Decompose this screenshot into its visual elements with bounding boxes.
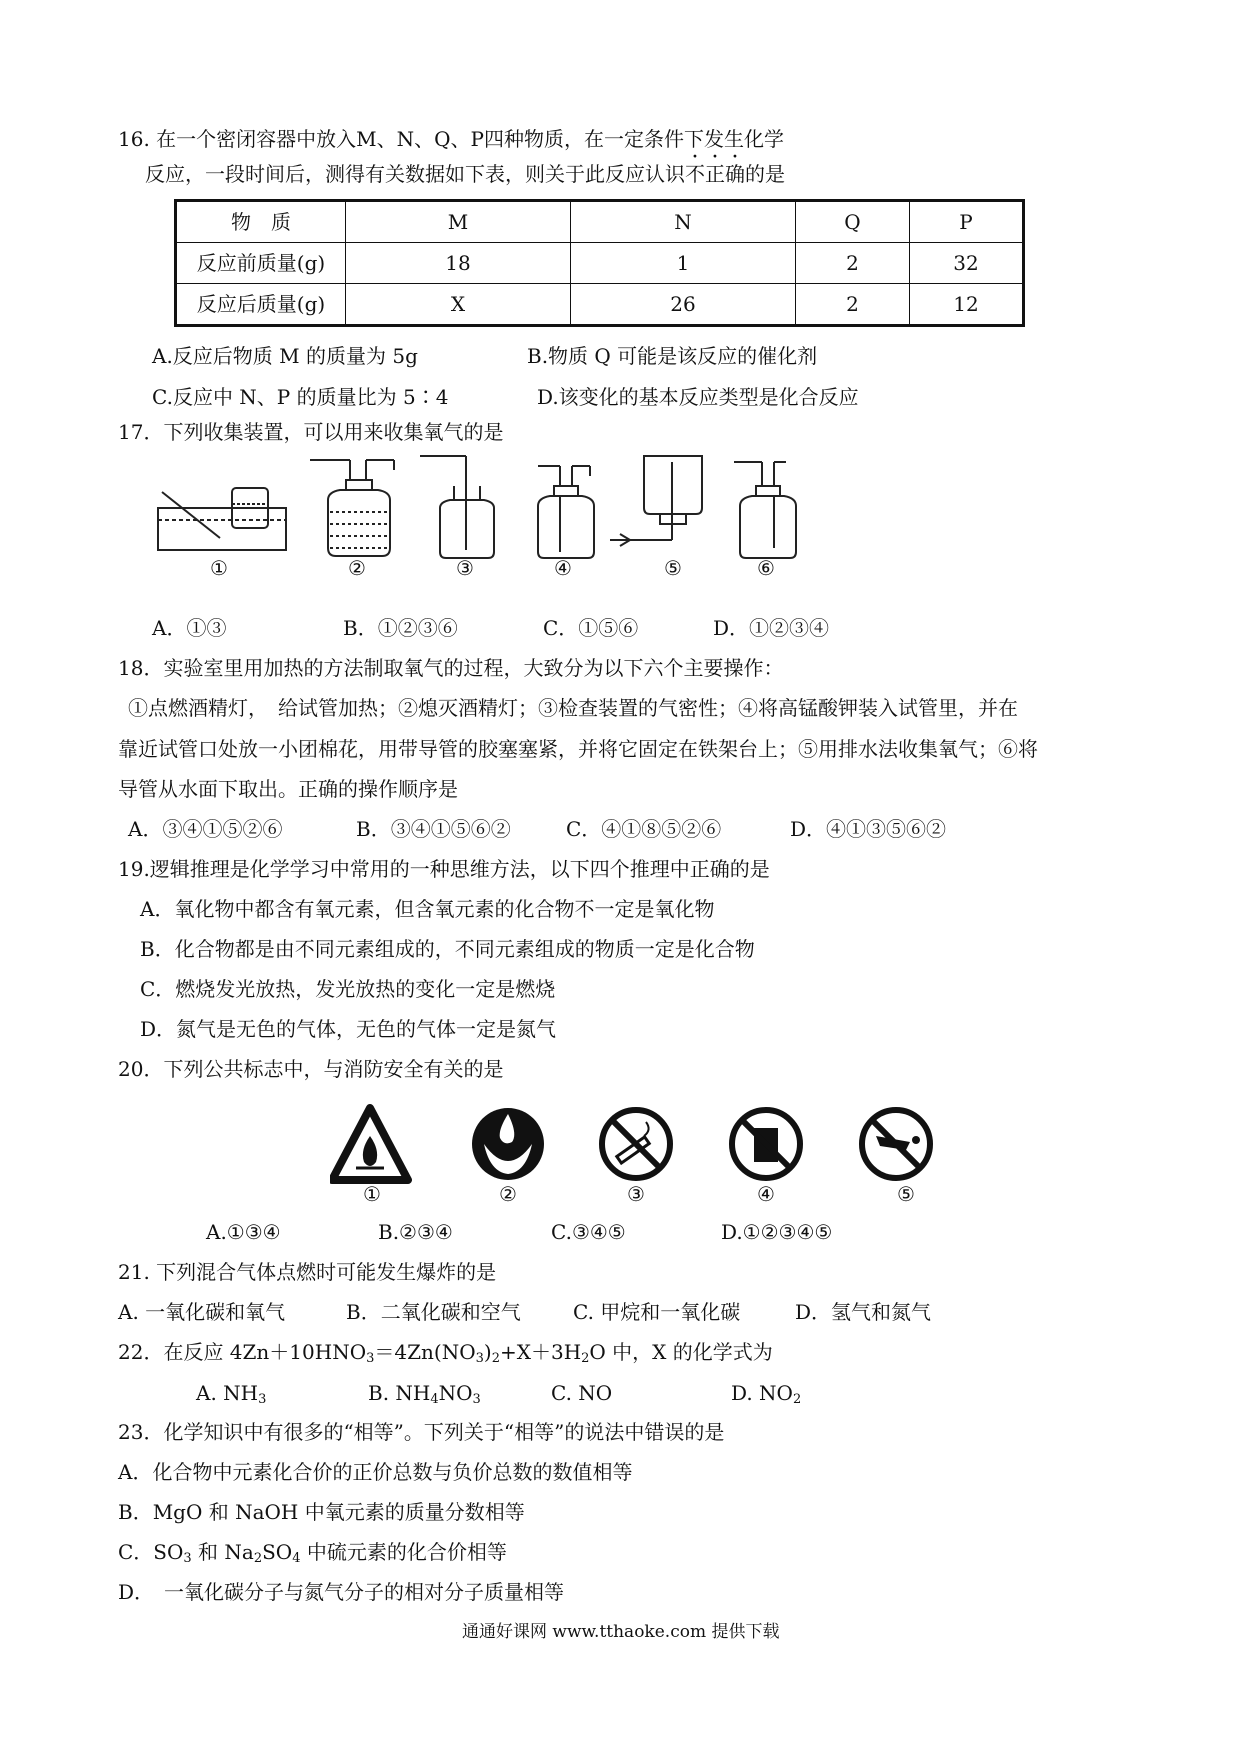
q20-sign-label-5: ⑤	[897, 1182, 915, 1206]
q22-stem-subscript: 3	[475, 1351, 484, 1366]
q21-option-b: B．二氧化碳和空气	[346, 1300, 521, 1324]
q17-figure-label-2: ②	[348, 556, 366, 580]
table-header-row	[176, 201, 1024, 243]
q22-option-b-subscript: 4	[430, 1392, 439, 1407]
table-row	[176, 243, 1024, 284]
q20-signs-figure	[330, 1102, 950, 1192]
q22-option-a-text: A. NH	[196, 1381, 259, 1405]
q17-option-b: B．①②③⑥	[343, 616, 458, 640]
q23-option-c-subscript: 3	[183, 1551, 192, 1566]
table-header-cell: N	[571, 201, 796, 243]
q22-option-d-text: D. NO	[731, 1381, 793, 1405]
q16-option-b: B.物质 Q 可能是该反应的催化剂	[527, 344, 818, 368]
table-cell: 2	[796, 243, 910, 284]
q17-figure-label-4: ④	[554, 556, 572, 580]
q17-option-d: D．①②③④	[713, 616, 830, 640]
q20-sign-label-3: ③	[627, 1182, 645, 1206]
q16-stem-line1: 16. 在一个密闭容器中放入M、N、Q、P四种物质，在一定条件下发生化学	[118, 127, 784, 151]
sign-5-no-fireworks-icon	[862, 1110, 930, 1178]
q21-option-a: A. 一氧化碳和氧气	[118, 1300, 286, 1324]
q16-data-table	[174, 199, 1025, 327]
q19-option-d: D．氮气是无色的气体，无色的气体一定是氮气	[140, 1017, 557, 1041]
q23-option-a: A．化合物中元素化合价的正价总数与负价总数的数值相等	[118, 1460, 633, 1484]
q17-option-c: C．①⑤⑥	[543, 616, 639, 640]
q17-figure-label-3: ③	[456, 556, 474, 580]
q23-option-c-text: C．SO	[118, 1540, 184, 1564]
table-cell: 32	[910, 243, 1024, 284]
q16-emph-char-1: 不	[685, 162, 705, 186]
q17-stem: 17．下列收集装置，可以用来收集氧气的是	[118, 420, 504, 444]
q22-stem-part: +X＋3H	[499, 1340, 582, 1364]
q18-stem: 18．实验室里用加热的方法制取氧气的过程，大致分为以下六个主要操作：	[118, 656, 784, 680]
q22-stem-subscript: 2	[491, 1351, 500, 1366]
q22-option-b	[368, 1381, 481, 1408]
table-cell: 2	[796, 284, 910, 326]
q16-option-c: C.反应中 N、P 的质量比为 5∶4	[152, 385, 449, 409]
q22-option-a-subscript: 3	[258, 1392, 267, 1407]
q21-stem: 21. 下列混合气体点燃时可能发生爆炸的是	[118, 1260, 497, 1284]
table-cell: 18	[346, 243, 571, 284]
q22-stem-subscript: 2	[581, 1351, 590, 1366]
q23-option-c-subscript: 2	[253, 1551, 263, 1566]
table-cell: 26	[571, 284, 796, 326]
q19-option-b: B．化合物都是由不同元素组成的，不同元素组成的物质一定是化合物	[140, 937, 755, 961]
q22-stem-part: O 中，X 的化学式为	[589, 1340, 773, 1364]
sign-3-no-smoking-icon	[602, 1110, 670, 1178]
q23-option-c	[118, 1540, 507, 1567]
apparatus-3-upward-bottle	[420, 456, 494, 558]
q22-option-c: C. NO	[551, 1381, 613, 1405]
q17-figure-label-6: ⑥	[757, 556, 775, 580]
q20-option-d: D.①②③④⑤	[721, 1220, 833, 1244]
q19-option-c: C．燃烧发光放热，发光放热的变化一定是燃烧	[140, 977, 556, 1001]
q23-option-b: B．MgO 和 NaOH 中氧元素的质量分数相等	[118, 1500, 525, 1524]
table-header-cell: 物 质	[176, 201, 346, 243]
q19-option-a: A．氧化物中都含有氧元素，但含氧元素的化合物不一定是氧化物	[140, 897, 715, 921]
q22-stem-part: 22．在反应 4Zn＋10HNO	[118, 1340, 367, 1364]
q22-stem-subscript: 3	[366, 1351, 375, 1366]
table-cell: 12	[910, 284, 1024, 326]
q20-option-a: A.①③④	[206, 1220, 281, 1244]
table-cell: 反应后质量(g)	[176, 284, 346, 326]
q23-option-c-subscript: 4	[292, 1551, 301, 1566]
apparatus-6-gas-bottle	[734, 462, 796, 558]
q17-option-a: A．①③	[152, 616, 227, 640]
q22-option-d-subscript: 2	[792, 1392, 802, 1407]
q18-text-line3: 靠近试管口处放一小团棉花，用带导管的胶塞塞紧，并将它固定在铁架台上；⑤用排水法收集氧气；⑥将	[118, 737, 1038, 761]
table-cell: 1	[571, 243, 796, 284]
q20-stem: 20．下列公共标志中，与消防安全有关的是	[118, 1057, 504, 1081]
q20-option-b: B.②③④	[378, 1220, 453, 1244]
q18-option-d: D．④①③⑤⑥②	[790, 817, 947, 841]
q23-option-c-text: SO	[262, 1540, 293, 1564]
apparatus-5-inverted-bottle	[610, 456, 702, 546]
q18-text-line4: 导管从水面下取出。正确的操作顺序是	[118, 777, 458, 801]
q21-option-d: D．氢气和氮气	[795, 1300, 932, 1324]
q20-sign-label-4: ④	[757, 1182, 775, 1206]
q23-option-c-text: 中硫元素的化合价相等	[300, 1540, 507, 1564]
q17-apparatus-figure	[150, 452, 870, 582]
q22-stem-part: )	[483, 1340, 492, 1364]
q22-option-d	[731, 1381, 801, 1408]
q22-option-b-text: NO	[438, 1381, 473, 1405]
q22-option-b-subscript: 3	[472, 1392, 481, 1407]
q22-option-b-text: B. NH	[368, 1381, 431, 1405]
sign-1-flammable-icon	[332, 1108, 408, 1180]
q16-option-a: A.反应后物质 M 的质量为 5g	[152, 344, 418, 368]
q23-option-c-text: 和 Na	[191, 1540, 254, 1564]
q20-sign-label-2: ②	[499, 1182, 517, 1206]
q16-stem-line2	[145, 162, 785, 187]
q20-option-c: C.③④⑤	[551, 1220, 626, 1244]
table-cell: 反应前质量(g)	[176, 243, 346, 284]
table-row	[176, 284, 1024, 326]
page-footer: 通通好课网 www.tthaoke.com 提供下载	[462, 1622, 780, 1642]
q22-stem-part: ＝4Zn(NO	[374, 1340, 476, 1364]
q16-emph-char-2: 正	[705, 162, 725, 186]
q18-option-a: A．③④①⑤②⑥	[128, 817, 283, 841]
apparatus-4-gas-bottle	[538, 466, 594, 558]
q16-stem-line2-pre: 反应，一段时间后，测得有关数据如下表，则关于此反应认识	[145, 162, 685, 186]
table-header-cell: P	[910, 201, 1024, 243]
table-cell: X	[346, 284, 571, 326]
q19-stem: 19.逻辑推理是化学学习中常用的一种思维方法，以下四个推理中正确的是	[118, 857, 770, 881]
q22-option-a	[196, 1381, 266, 1408]
sign-2-water-drop-icon	[472, 1108, 544, 1180]
q18-option-b: B．③④①⑤⑥②	[356, 817, 511, 841]
q21-option-c: C. 甲烷和一氧化碳	[573, 1300, 741, 1324]
q16-emph-char-3: 确	[725, 162, 745, 186]
q18-option-c: C．④①⑧⑤②⑥	[566, 817, 722, 841]
q16-option-d: D.该变化的基本反应类型是化合反应	[537, 385, 859, 409]
q22-stem	[118, 1340, 773, 1367]
q18-text-line2: ①点燃酒精灯， 给试管加热；②熄灭酒精灯；③检查装置的气密性；④将高锰酸钾装入试管里，并在	[128, 696, 1018, 720]
q17-figure-label-1: ①	[210, 556, 228, 580]
table-header-cell: Q	[796, 201, 910, 243]
q20-sign-label-1: ①	[363, 1182, 381, 1206]
apparatus-1-water-trough	[158, 488, 286, 550]
q23-stem: 23．化学知识中有很多的“相等”。下列关于“相等”的说法中错误的是	[118, 1420, 725, 1444]
sign-4-no-flammable-storage-icon	[732, 1110, 800, 1178]
table-header-cell: M	[346, 201, 571, 243]
q23-option-d: D． 一氧化碳分子与氮气分子的相对分子质量相等	[118, 1580, 565, 1604]
q17-figure-label-5: ⑤	[664, 556, 682, 580]
q16-stem-line2-post: 的是	[745, 162, 785, 186]
apparatus-2-water-bottle	[310, 460, 394, 556]
